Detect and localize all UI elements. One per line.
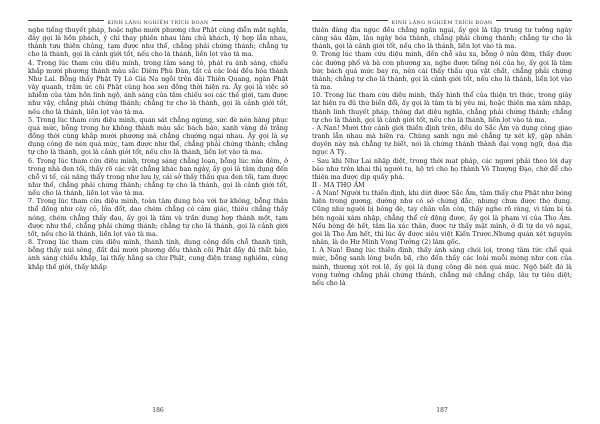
left-paragraph: 7. Trong lúc tham cứu diệu minh, toàn tâm dung hòa với hư không, bỗng thân thể đồng như cây cỏ, lửa đốt, dao chém chẳng có cảm giác, thiêu chẳng thấy nóng, chém chẳng thấy đau, ấy gọi là tâm và trần dung hợp thành một, tạm được như thế, chẳng phải chứng thánh; chẳng tự cho là thánh, gọi là cảnh giới tốt, nếu cho là thánh, liền lọt vào tà ma. xyxy=(28,197,288,238)
right-paragraph: - A Nan! Người tu thiền định, khi dứt được Sắc Ấm, tâm thấy chư Phật như bóng hiện trong gương, dường như có sở chứng đắc, nhưng chưa được thọ dụng. Cũng như người bị bóng đè, tay chân vẫn còn, thấy nghe rõ ràng, vì tâm bị tà bên ngoài xâm nhập, chẳng thể cử động được, ấy gọi là phạm vi của Thọ Ấm. Nếu bóng đè hết, tâm lìa xác thân, được tự thấy mặt mình, ở đi tự do vô ngại, gọi là Thọ Ấm hết, thì lúc ấy được siêu việt Kiến Trược.Nhưng quán xét nguyên nhân, là do Hư Minh Vọng Tưởng (2) làm gốc. xyxy=(312,189,572,247)
left-paragraph: 5. Trong lúc tham cứu diệu minh, quan sát chẳng ngừng, sức đè nén hàng phục quá mức, bỗng trong hư không thành màu sắc bách bảo, xanh vàng đỏ trắng đồng thời cùng khắp mười phương mà chẳng chướng ngại nhau. Ấy gọi là sự dụng công đè nén quá mức, tạm được như thế, chẳng phải chứng thánh; chẳng tự cho là thánh, gọi là cảnh giới tốt, nếu cho là thánh, liền lọt vào tà ma. xyxy=(28,115,288,157)
left-page-header xyxy=(28,8,288,26)
section-heading: II - MA THỌ ẤM xyxy=(312,180,365,189)
right-page-body xyxy=(312,26,572,394)
left-page-number: 186 xyxy=(152,407,164,414)
right-page-header xyxy=(312,8,572,26)
left-paragraph: 6. Trong lúc tham cứu diệu minh, trong sáng chẳng loạn, bỗng lúc nửa đêm, ở trong nhà đen tối, thấy rõ các vật chẳng khác ban ngày, ấy gọi là tâm dụng đến chỗ vi tế, cái năng thấy trong như lưu ly, cái sở thấy thấu qua đen tối, tạm được như thế, chẳng phải chứng thánh; chẳng tự cho là thánh, gọi là cảnh giới tốt, nếu cho là thánh, liền lọt vào tà ma. xyxy=(28,156,288,198)
right-page-number: 187 xyxy=(436,407,448,414)
left-header-title: KINH LĂNG NGHIÊM TRÍCH ĐOẠN xyxy=(104,20,211,26)
right-paragraph: - A Nan! Mười thứ cảnh giới thiền định trên, đều do Sắc Ấm và dụng công giao tranh lẫn nhau mà hiện ra. Chúng sanh ngu mê chẳng tự xét kỹ, gặp nhân duyên này mà chẳng tự biết, nói là chứng thánh thành đại vọng ngữ, đọa địa ngục A Tỳ. xyxy=(312,123,572,157)
right-paragraph: 9. Trong lúc tham cứu diệu minh, đến chỗ sâu xa, bỗng ở nửa đêm, thấy được các đường phố và bà con phương xa, nghe được tiếng nói của họ, ấy gọi là tâm bức bách quá mức bay ra, nên cái thấy thấu qua vật chắt, chẳng phải chứng thánh; chẳng tự cho là thánh, gọi là cảnh giới tốt, nếu cho là thánh, liền lọt vào tà ma. xyxy=(312,50,572,92)
right-paragraph: thiên đàng địa ngục đều chẳng ngăn ngại, ấy gọi là tập trung tư tưởng ngày càng sâu đậm, lâu ngày hóa thành, chẳng phải chứng thánh; chẳng tự cho là thánh, gọi là cảnh giới tốt, nếu cho là thánh, liền lọt vào tà ma. xyxy=(312,26,572,51)
right-header-title: KINH LĂNG NGHIÊM TRÍCH ĐOẠN xyxy=(388,20,495,26)
right-paragraph: 10. Trong lúc tham cứu diệu minh, thấy hình thể của thiện tri thức, trong giây lát hiện ra đủ thứ biến đổi, ấy gọi là tâm tà bị yêu mị, hoặc thiên ma xâm nhập, thành linh thuyết pháp, thông đạt diệu nghĩa, chẳng phải chứng thánh; chẳng tự cho là thánh, gọi là cảnh giới tốt, nếu cho là thánh, liền lọt vào tà ma. xyxy=(312,91,572,124)
left-page-body xyxy=(28,26,288,394)
left-paragraph: nghe tiếng thuyết pháp, hoặc nghe mười phương chư Phật cùng diễn mật nghĩa, đây gọi là hồn phách, ý chí thay phiên nhau làm chủ khách, lý hợp lẫn nhau, thành tựu thiện chủng, tạm được như thế, chẳng phải chứng thánh; chẳng tự cho là thánh, gọi là cảnh giới tốt, nếu cho là thánh, liền lọt vào tà ma. xyxy=(28,26,288,59)
left-paragraph: 8. Trong lúc tham cứu diệu minh, thanh tịnh, dụng công đến chỗ thanh tịnh, bỗng thấy núi sông, đất đai mười phương đều thành cõi Phật đầy đủ thất bảo, ánh sáng chiếu khắp, lại thấy hằng sa chư Phật, cung điện trang nghiêm, cùng khắp thế giới, thấy khắp xyxy=(28,238,288,271)
left-paragraph: 4. Trong lúc tham cứu diệu minh, trong tâm sáng tỏ, phát ra ánh sáng, chiếu khắp mười phương thành màu sắc Diêm Phù Đàn, tất cả các loài đều hóa thành Như Lai. Bỗng thấy Phật Tỳ Lô Giá Na ngồi trên đài Thiên Quang, ngàn Phật vây quanh, trăm ức cõi Phật cùng hoa sen đồng thời hiện ra. Ấy gọi là việc sở nhiễm của tâm hồn linh ngộ, ánh sáng của tâm chiếu soi các thế giới, tạm được như vậy, chẳng phải chứng thánh; chẳng tự cho là thánh, gọi là cảnh giới tốt, nếu cho là thánh, liền lọt vào tà ma. xyxy=(28,58,288,116)
right-paragraph: - Sau khi Như Lai nhập diệt, trong thời mạt pháp, các ngươi phải theo lời dạy bảo như trên khai thị người tu, hộ trì cho họ thành Vô Thượng Đạo, chớ để cho thiên ma được dịp quấy phá. xyxy=(312,156,572,181)
right-paragraph: I. A Nan! Đang lúc thiền định, thấy ánh sáng chói lọi, trong tâm tức chế quá mức, bỗng sanh lòng buồn bã, cho đến thấy các loài muỗi mòng như con của mình, thương xót rơi lệ, ấy gọi là dụng công đè nén quá mức. Ngộ biết đó là vọng tưởng chẳng phải chứng thánh, chẳng mê chẳng chấp, lâu tự tiêu diệt; nếu cho là xyxy=(312,246,572,287)
right-page xyxy=(300,0,600,424)
